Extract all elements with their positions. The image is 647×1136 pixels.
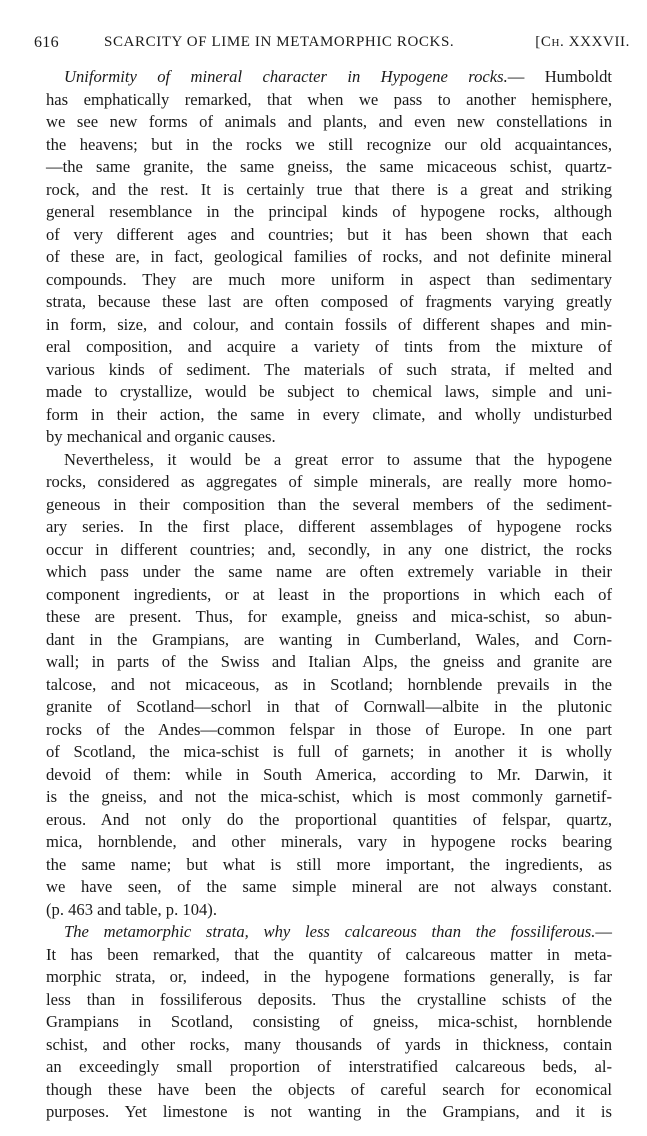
text-line: rock, and the rest. It is certainly true that there is a great and striking: [46, 179, 612, 199]
section-heading-uniformity: Uniformity of mineral character in Hypogene rocks.: [64, 67, 508, 86]
text-line: strata, because these last are often composed of fragments varying greatly: [46, 292, 612, 311]
text-line: component ingredients, or at least in the proportions in which each of: [46, 584, 612, 604]
text-line: granite of Scotland—schorl in that of Cornwall—albite in the plutonic: [46, 697, 612, 716]
text-line: we have seen, of the same simple mineral are not always constant.: [46, 877, 612, 896]
text-line: rocks, considered as aggregates of simple minerals, are really more homo-: [46, 472, 612, 491]
text-line: compounds. They are much more uniform in aspect than sedimentary: [46, 269, 612, 289]
text-line: has emphatically remarked, that when we pass to another hemisphere,: [46, 89, 612, 109]
text-line: — Humboldt: [507, 67, 612, 86]
text-line: we see new forms of animals and plants, and even new constellations in: [46, 112, 612, 131]
chapter-reference: [Ch. XXXVII.: [535, 34, 630, 50]
paragraph-1-line-1: [46, 66, 612, 89]
text-line: in form, size, and colour, and contain fossils of different shapes and min-: [46, 314, 612, 334]
text-line: the same name; but what is still more important, the ingredients, as: [46, 854, 612, 874]
running-title: SCARCITY OF LIME IN METAMORPHIC ROCKS.: [104, 34, 455, 50]
text-line: of very different ages and countries; but it has been shown that each: [46, 224, 612, 244]
body-text: [46, 66, 612, 1124]
text-line: devoid of them: while in South America, according to Mr. Darwin, it: [46, 764, 612, 784]
text-line: is the gneiss, and not the mica-schist, which is most commonly garnetif-: [46, 787, 612, 806]
text-line: wall; in parts of the Swiss and Italian Alps, the gneiss and granite are: [46, 652, 612, 671]
text-line: occur in different countries; and, secondly, in any one district, the rocks: [46, 539, 612, 559]
text-line: Nevertheless, it would be a great error to assume that the hypogene: [64, 449, 612, 469]
text-line: of Scotland, the mica-schist is full of garnets; in another it is wholly: [46, 742, 612, 761]
text-line: various kinds of sediment. The materials of such strata, if melted and: [46, 359, 612, 379]
text-line: form in their action, the same in every climate, and wholly undisturbed: [46, 404, 612, 424]
text-line: eral composition, and acquire a variety of tints from the mixture of: [46, 337, 612, 356]
text-line: of these are, in fact, geological families of rocks, and not definite mineral: [46, 247, 612, 266]
text-line: Grampians in Scotland, consisting of gneiss, mica-schist, hornblende: [46, 1012, 612, 1031]
text-line: —: [595, 922, 612, 941]
text-line: —the same granite, the same gneiss, the same micaceous schist, quartz-: [46, 157, 612, 176]
text-line: less than in fossiliferous deposits. Thus the crystalline schists of the: [46, 989, 612, 1009]
text-line: (p. 463 and table, p. 104).: [46, 899, 217, 919]
text-line: general resemblance in the principal kinds of hypogene rocks, although: [46, 202, 612, 221]
running-head: [34, 34, 630, 58]
text-line: mica, hornblende, and other minerals, vary in hypogene rocks bearing: [46, 832, 612, 851]
paragraph-3-line-1: [46, 921, 612, 944]
page-number: 616: [34, 34, 59, 51]
text-line: by mechanical and organic causes.: [46, 427, 276, 446]
text-line: talcose, and not micaceous, as in Scotland; hornblende prevails in the: [46, 674, 612, 694]
text-line: purposes. Yet limestone is not wanting in the Grampians, and it is: [46, 1102, 612, 1121]
text-line: made to crystallize, would be subject to chemical laws, simple and uni-: [46, 382, 612, 401]
text-line: schist, and other rocks, many thousands of yards in thickness, contain: [46, 1034, 612, 1054]
text-line: though these have been the objects of careful search for economical: [46, 1079, 612, 1099]
text-line: dant in the Grampians, are wanting in Cumberland, Wales, and Corn-: [46, 629, 612, 649]
text-line: It has been remarked, that the quantity of calcareous matter in meta-: [46, 944, 612, 964]
text-line: morphic strata, or, indeed, in the hypogene formations generally, is far: [46, 967, 612, 986]
text-line: which pass under the same name are often extremely variable in their: [46, 562, 612, 581]
text-line: an exceedingly small proportion of interstratified calcareous beds, al-: [46, 1057, 612, 1076]
text-line: the heavens; but in the rocks we still recognize our old acquaintances,: [46, 134, 612, 154]
text-line: ary series. In the first place, different assemblages of hypogene rocks: [46, 517, 612, 536]
text-line: erous. And not only do the proportional quantities of felspar, quartz,: [46, 809, 612, 829]
text-line: rocks of the Andes—common felspar in those of Europe. In one part: [46, 719, 612, 739]
text-line: geneous in their composition than the several members of the sediment-: [46, 494, 612, 514]
section-heading-metamorphic: The metamorphic strata, why less calcareous than the fossiliferous.: [64, 922, 596, 941]
text-line: these are present. Thus, for example, gneiss and mica-schist, so abun-: [46, 607, 612, 626]
